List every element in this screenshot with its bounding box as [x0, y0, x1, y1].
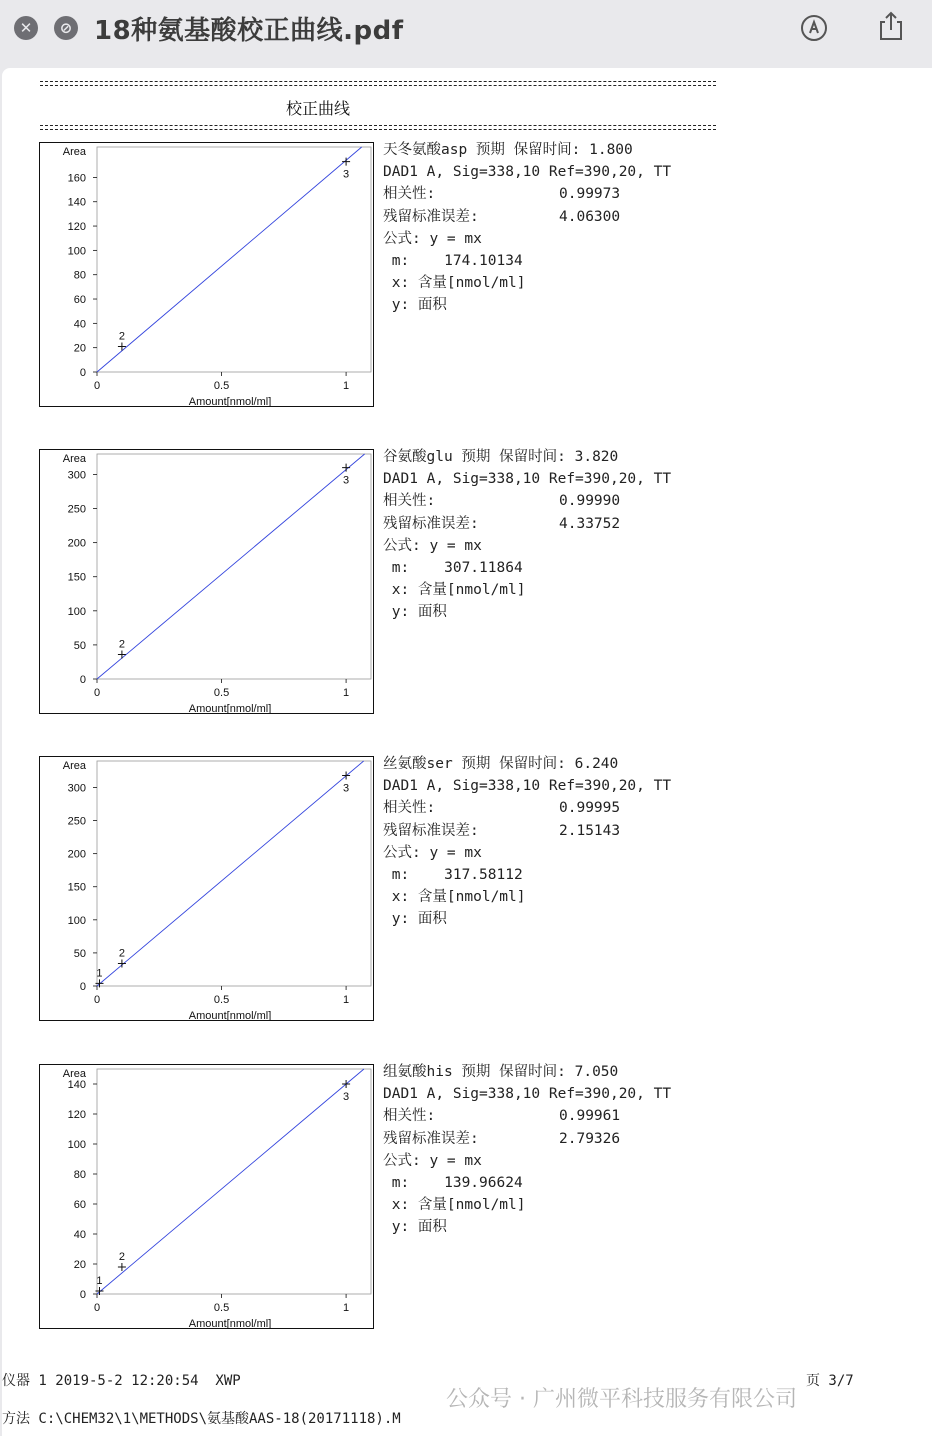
compound-line: 谷氨酸glu 预期 保留时间: 3.820 — [383, 449, 619, 465]
resid-label: 残留标准误差: — [383, 515, 479, 532]
y-tick-label: 100 — [67, 914, 86, 927]
y-tick-label: 160 — [67, 172, 86, 185]
regression-line — [97, 761, 364, 986]
formula-line: 公式: y = mx — [383, 230, 482, 247]
x-axis-label: Amount[nmol/ml] — [188, 703, 272, 713]
corr-label: 相关性: — [383, 493, 436, 510]
calibration-info-his — [383, 1061, 783, 1239]
compound-line: 天冬氨酸asp 预期 保留时间: 1.800 — [383, 142, 633, 158]
y-tick-label: 60 — [73, 1199, 86, 1211]
corr-value: 0.99995 — [559, 800, 621, 817]
m-line: m: 307.11864 — [383, 559, 523, 576]
wechat-watermark: 公众号 · 广州微平科技服务有限公司 — [446, 1387, 797, 1412]
m-line: m: 174.10134 — [383, 252, 523, 269]
signal-line: DAD1 A, Sig=338,10 Ref=390,20, TT — [383, 164, 672, 181]
y-tick-label: 150 — [67, 881, 86, 894]
y-tick-label: 140 — [67, 1079, 86, 1091]
document-title: 18种氨基酸校正曲线.pdf — [94, 16, 404, 46]
data-point-marker — [118, 1263, 126, 1271]
page-number: 页 3/7 — [806, 1373, 854, 1389]
corr-label: 相关性: — [383, 186, 436, 203]
calibration-info-ser — [383, 753, 783, 931]
corr-label: 相关性: — [383, 1108, 436, 1125]
y-line: y: 面积 — [383, 604, 447, 621]
y-tick-label: 200 — [67, 848, 86, 861]
y-tick-label: 0 — [79, 981, 86, 993]
x-tick-label: 0 — [93, 380, 101, 392]
corr-value: 0.99961 — [559, 1108, 621, 1125]
plot-area — [97, 1069, 371, 1294]
y-line: y: 面积 — [383, 297, 447, 314]
y-tick-label: 250 — [67, 815, 86, 828]
y-tick-label: 140 — [67, 196, 86, 209]
x-axis-label: Amount[nmol/ml] — [188, 1318, 272, 1328]
x-tick-label: 0.5 — [213, 1302, 230, 1314]
plot-area — [97, 147, 371, 372]
corr-label: 相关性: — [383, 800, 436, 817]
section-title: 校正曲线 — [286, 99, 351, 118]
x-tick-label: 1 — [343, 994, 350, 1006]
x-line: x: 含量[nmol/ml] — [383, 275, 526, 292]
no-entry-icon[interactable]: ⊘ — [54, 16, 78, 40]
x-tick-label: 0.5 — [213, 994, 230, 1006]
y-tick-label: 20 — [73, 342, 86, 355]
corr-value: 0.99973 — [559, 186, 621, 203]
y-tick-label: 0 — [79, 674, 86, 686]
y-tick-label: 80 — [73, 269, 86, 282]
data-point-marker — [118, 342, 126, 350]
y-tick-label: 50 — [73, 639, 86, 652]
x-tick-label: 0 — [93, 1302, 101, 1314]
y-tick-label: 300 — [67, 782, 86, 795]
formula-line: 公式: y = mx — [383, 537, 482, 554]
y-tick-label: 120 — [67, 221, 86, 234]
data-point-label: 3 — [343, 1091, 350, 1103]
plot-area — [97, 454, 371, 679]
regression-line — [97, 1069, 364, 1294]
data-point-marker — [342, 464, 350, 472]
y-tick-label: 60 — [73, 294, 86, 307]
data-point-label: 3 — [343, 168, 350, 181]
y-tick-label: 80 — [73, 1169, 86, 1181]
x-tick-label: 1 — [343, 380, 350, 392]
resid-label: 残留标准误差: — [383, 208, 479, 225]
y-tick-label: 0 — [79, 367, 86, 379]
calibration-chart-glu — [39, 449, 374, 714]
method-path: 方法 C:\CHEM32\1\METHODS\氨基酸AAS-18(20171118).M — [2, 1411, 401, 1427]
data-point-marker — [342, 158, 350, 166]
data-point-label: 1 — [96, 1275, 103, 1287]
calibration-chart-asp — [39, 142, 374, 407]
data-point-marker — [118, 650, 126, 658]
data-point-label: 2 — [118, 330, 125, 343]
data-point-label: 1 — [96, 967, 103, 980]
x-axis-label: Amount[nmol/ml] — [188, 396, 272, 406]
x-tick-label: 1 — [343, 1302, 350, 1314]
y-tick-label: 300 — [67, 469, 86, 482]
resid-label: 残留标准误差: — [383, 822, 479, 839]
y-tick-label: 250 — [67, 503, 86, 516]
x-tick-label: 0.5 — [213, 380, 230, 392]
data-point-label: 3 — [343, 782, 350, 795]
calibration-info-asp — [383, 139, 783, 317]
m-line: m: 139.96624 — [383, 1174, 523, 1191]
y-tick-label: 100 — [67, 605, 86, 618]
y-tick-label: 200 — [67, 537, 86, 550]
close-icon[interactable]: ✕ — [14, 16, 38, 40]
y-tick-label: 100 — [67, 245, 86, 258]
header-rule-top — [40, 81, 716, 86]
resid-value: 4.06300 — [559, 208, 621, 225]
compound-line: 丝氨酸ser 预期 保留时间: 6.240 — [383, 756, 619, 772]
y-axis-label: Area — [62, 146, 86, 158]
x-line: x: 含量[nmol/ml] — [383, 582, 526, 599]
signal-line: DAD1 A, Sig=338,10 Ref=390,20, TT — [383, 471, 672, 488]
y-line: y: 面积 — [383, 911, 447, 928]
y-axis-label: Area — [62, 760, 86, 772]
header-rule-bottom — [40, 125, 716, 130]
signal-line: DAD1 A, Sig=338,10 Ref=390,20, TT — [383, 1086, 672, 1103]
x-line: x: 含量[nmol/ml] — [383, 889, 526, 906]
regression-line — [97, 147, 362, 372]
y-tick-label: 100 — [67, 1139, 86, 1151]
regression-line — [97, 454, 365, 679]
formula-line: 公式: y = mx — [383, 844, 482, 861]
x-tick-label: 1 — [343, 687, 350, 699]
signal-line: DAD1 A, Sig=338,10 Ref=390,20, TT — [383, 778, 672, 795]
compound-line: 组氨酸his 预期 保留时间: 7.050 — [383, 1064, 619, 1080]
calibration-chart-ser — [39, 756, 374, 1021]
y-tick-label: 120 — [67, 1109, 86, 1121]
x-line: x: 含量[nmol/ml] — [383, 1197, 526, 1214]
y-tick-label: 40 — [73, 1229, 86, 1241]
calibration-info-glu — [383, 446, 783, 624]
data-point-marker — [118, 960, 126, 968]
share-icon[interactable] — [876, 10, 906, 46]
markup-pen-icon[interactable] — [800, 14, 828, 46]
y-tick-label: 0 — [79, 1289, 86, 1301]
data-point-label: 2 — [118, 947, 125, 960]
data-point-label: 3 — [343, 474, 350, 487]
x-tick-label: 0.5 — [213, 687, 230, 699]
y-tick-label: 50 — [73, 947, 86, 960]
corr-value: 0.99990 — [559, 493, 621, 510]
y-tick-label: 20 — [73, 1259, 86, 1271]
resid-value: 4.33752 — [559, 515, 621, 532]
resid-label: 残留标准误差: — [383, 1130, 479, 1147]
resid-value: 2.15143 — [559, 822, 621, 839]
y-axis-label: Area — [62, 453, 86, 465]
x-tick-label: 0 — [93, 994, 101, 1006]
instrument-line: 仪器 1 2019-5-2 12:20:54 XWP — [2, 1373, 241, 1389]
y-axis-label: Area — [62, 1068, 86, 1080]
resid-value: 2.79326 — [559, 1130, 621, 1147]
plot-area — [97, 761, 371, 986]
data-point-label: 2 — [118, 1251, 125, 1263]
y-tick-label: 40 — [73, 318, 86, 331]
data-point-label: 2 — [118, 638, 125, 651]
y-tick-label: 150 — [67, 571, 86, 584]
formula-line: 公式: y = mx — [383, 1152, 482, 1169]
viewer-toolbar — [0, 0, 932, 66]
calibration-chart-his — [39, 1064, 374, 1329]
m-line: m: 317.58112 — [383, 866, 523, 883]
x-tick-label: 0 — [93, 687, 101, 699]
y-line: y: 面积 — [383, 1219, 447, 1236]
x-axis-label: Amount[nmol/ml] — [188, 1010, 272, 1020]
